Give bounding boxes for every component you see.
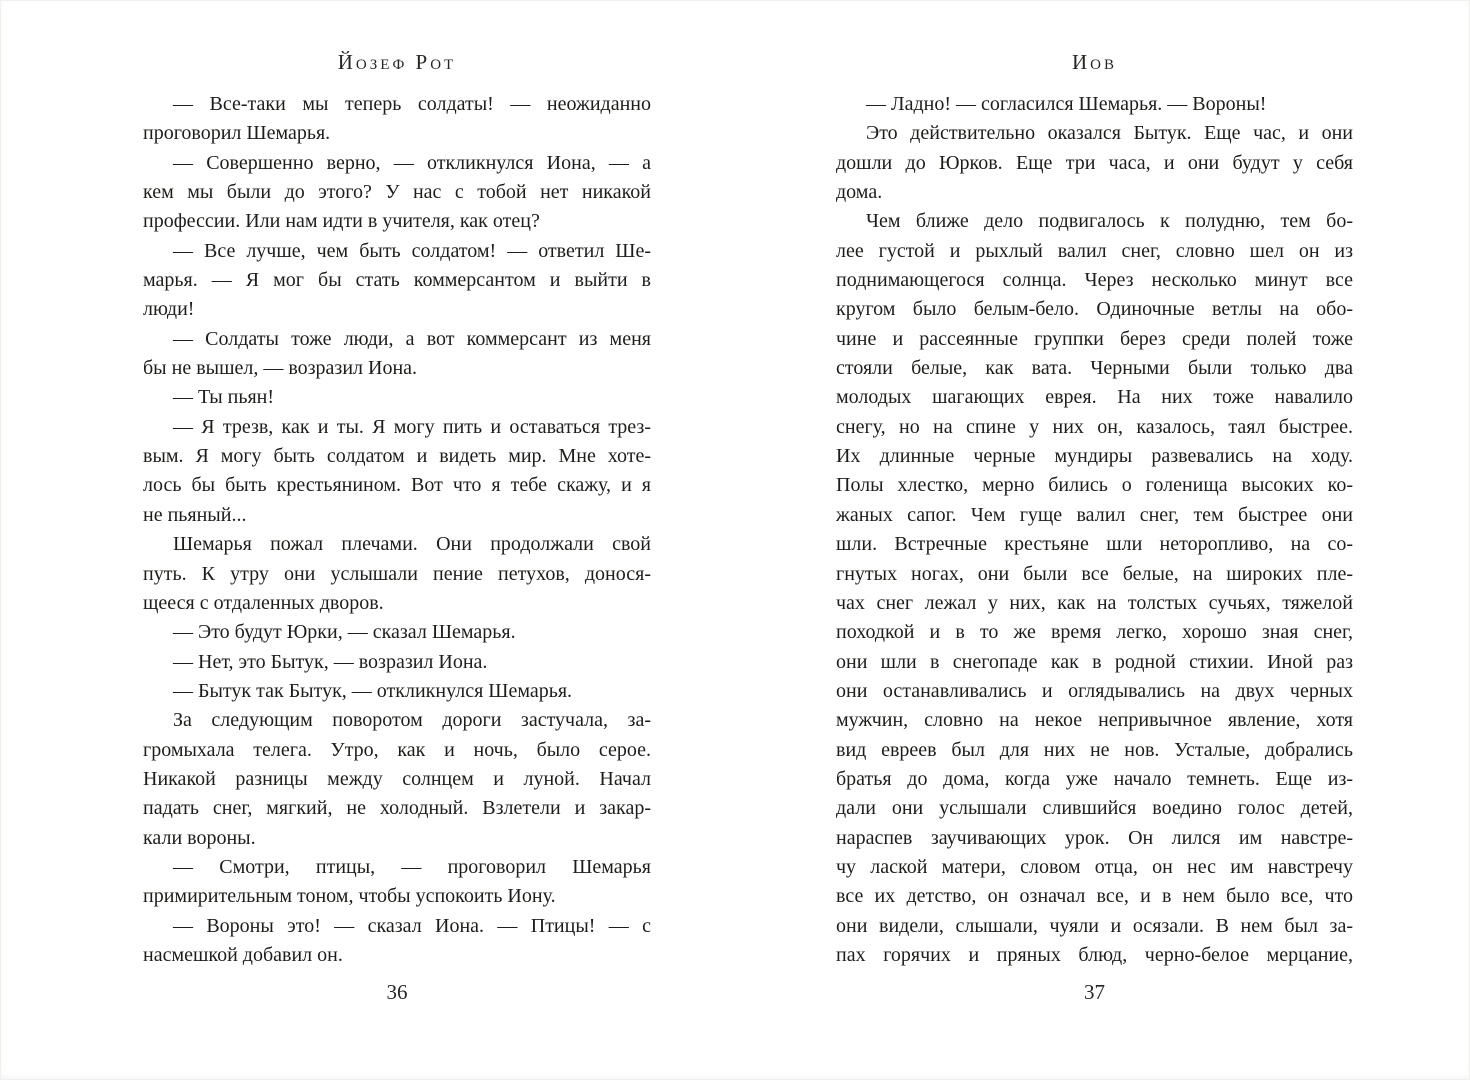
text-line: примирительным тоном, чтобы успокоить Иону. [143, 885, 556, 908]
text-line: чу лаской матери, словом отца, он нес им навстречу [836, 855, 1353, 878]
text-line: профессии. Или нам идти в учителя, как отец? [143, 210, 540, 233]
text-line: Их длинные черные мундиры развевались на ходу. [836, 445, 1353, 468]
text-line: все их детство, он означал все, и в нем было все, что [836, 885, 1353, 908]
text-line: они видели, слышали, чуяли и осязали. В нем был за- [836, 914, 1353, 937]
text-line: жаных сапог. Чем гуще валил снег, тем быстрее они [836, 503, 1353, 526]
text-line: дома. [836, 181, 883, 204]
text-line: вым. Я могу быть солдатом и видеть мир. Мне хоте- [143, 445, 651, 468]
text-line: громыхала телега. Утро, как и ночь, было серое. [143, 738, 651, 761]
text-line: снегу, но на спине у них он, казалось, таял быстрее. [836, 415, 1353, 438]
text-line: — Вороны это! — сказал Иона. — Птицы! — с [173, 914, 651, 937]
text-line: насмешкой добавил он. [143, 943, 343, 966]
left-page-number: 36 [386, 980, 408, 1004]
text-line: кали вороны. [143, 826, 256, 849]
text-line: — Солдаты тоже люди, а вот коммерсант из меня [173, 327, 651, 350]
text-line: походкой и в то же время легко, хорошо зная снег, [836, 621, 1353, 644]
text-line: чах снег лежал у них, как на толстых сучьях, тяжелой [836, 591, 1353, 614]
right-page-number: 37 [1084, 980, 1105, 1004]
text-line: дошли до Юрков. Еще три часа, и они будут у себя [836, 151, 1353, 174]
right-running-head: Иов [1071, 50, 1117, 74]
text-line: — Это будут Юрки, — сказал Шемарья. [173, 621, 516, 644]
text-line: — Ты пьян! [173, 386, 275, 409]
text-line: они шли в снегопаде как в родной стихии. Иной раз [836, 650, 1353, 673]
text-line: — Все-таки мы теперь солдаты! — неожиданно [173, 93, 651, 115]
text-line: нараспев заучивающих урок. Он лился им навстре- [836, 826, 1353, 849]
text-line: мужчин, словно на некое непривычное явление, хотя [836, 709, 1353, 732]
text-line: пах горячих и пряных блюд, черно-белое мерцание, [836, 943, 1353, 966]
text-line: лее густой и рыхлый валил снег, словно шел он из [836, 239, 1353, 262]
text-line: щееся с отдаленных дворов. [143, 591, 384, 614]
text-line: они останавливались и оглядывались на двух черных [836, 679, 1353, 702]
text-line: кем мы были до этого? У нас с тобой нет никакой [143, 181, 651, 204]
text-line: — Бытук так Бытук, — откликнулся Шемарья. [173, 679, 573, 702]
text-line: — Все лучше, чем быть солдатом! — ответил Ше- [173, 239, 651, 262]
text-line: падать снег, мягкий, не холодный. Взлетели и закар- [143, 797, 651, 820]
text-line: — Нет, это Бытук, — возразил Иона. [173, 650, 488, 673]
text-line: вид евреев был для них не нов. Усталые, добрались [836, 738, 1353, 761]
text-line: путь. К утру они услышали пение петухов, донося- [143, 562, 651, 585]
text-line: За следующим поворотом дороги застучала, за- [173, 709, 651, 732]
text-line: поднимающегося солнца. Через несколько минут все [836, 269, 1353, 292]
text-line: Никакой разницы между солнцем и луной. Начал [143, 767, 651, 790]
text-line: кругом было белым-бело. Одиночные ветлы на обо- [836, 298, 1353, 321]
text-line: марья. — Я мог бы стать коммерсантом и выйти в [143, 269, 651, 292]
text-line: шли. Встречные крестьяне шли неторопливо, на со- [836, 533, 1353, 556]
text-line: не пьяный... [143, 503, 247, 526]
right-text-block [836, 90, 1353, 970]
left-text-block [143, 90, 651, 970]
text-line: гнутых ногах, они были все белые, на широких пле- [836, 562, 1353, 585]
text-line: — Я трезв, как и ты. Я могу пить и оставаться трез- [173, 415, 651, 438]
text-line: проговорил Шемарья. [143, 122, 331, 145]
text-line: — Смотри, птицы, — проговорил Шемарья [173, 855, 651, 878]
text-line: — Ладно! — согласился Шемарья. — Вороны! [866, 93, 1267, 115]
text-line: Это действительно оказался Бытук. Еще час, и они [866, 122, 1353, 145]
text-line: бы не вышел, — возразил Иона. [143, 357, 418, 380]
text-line: люди! [143, 298, 195, 321]
text-line: дали они услышали слившийся воедино голос детей, [836, 797, 1353, 820]
text-line: стояли белые, как вата. Черными были только два [836, 357, 1353, 380]
text-line: Чем ближе дело подвигалось к полудню, тем бо- [866, 210, 1353, 233]
text-line: Шемарья пожал плечами. Они продолжали свой [173, 533, 651, 556]
text-line: лось бы быть крестьянином. Вот что я тебе скажу, и я [143, 474, 651, 497]
left-running-head: Йозеф Рот [337, 50, 457, 74]
text-line: — Совершенно верно, — откликнулся Иона, — а [173, 151, 651, 174]
text-line: братья до дома, когда уже начало темнеть. Еще из- [836, 767, 1353, 790]
text-line: молодых шагающих еврея. На них тоже навалило [836, 386, 1353, 409]
text-line: чине и рассеянные группки берез среди полей тоже [836, 327, 1353, 350]
text-line: Полы хлестко, мерно бились о голенища высоких ко- [836, 474, 1353, 497]
